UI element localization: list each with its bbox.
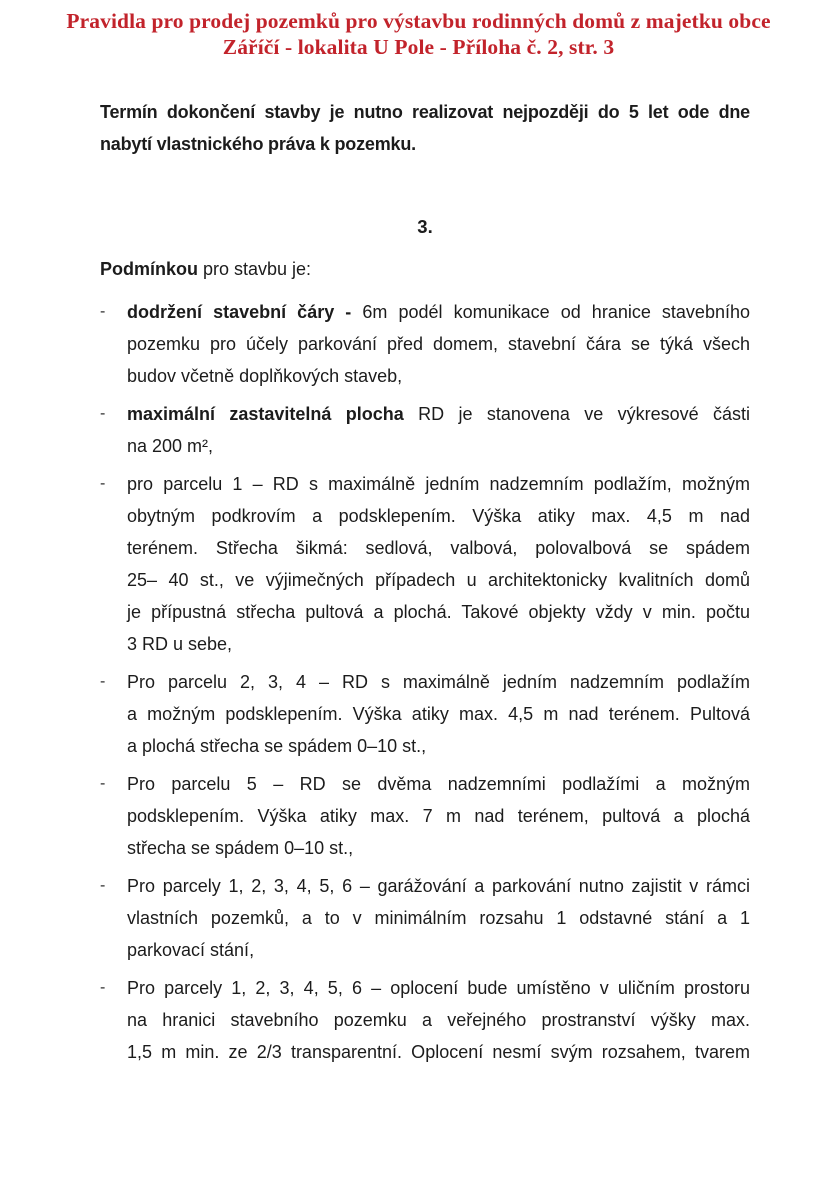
text-line: nabytí vlastnického práva k pozemku. [100,134,416,154]
text-line [127,296,750,328]
list-item-text [127,666,750,762]
bold-lead: dodržení stavební čáry - [127,302,352,322]
bullet-marker: - [100,877,106,894]
bullet-marker: - [100,475,106,492]
text-line: a možným podsklepením. Výška atiky max. 4,5 m nad terénem. Pultová [127,704,750,724]
text-line: pro parcelu 1 – RD s maximálně jedním nadzemním podlažím, možným [127,474,750,494]
text-line: terénem. Střecha šikmá: sedlová, valbová, polovalbová se spádem [127,538,750,558]
bold-lead: Podmínkou [100,259,198,279]
bullet-marker: - [100,775,106,792]
text-line: 3 RD u sebe, [127,634,233,654]
bold-lead: maximální zastavitelná plocha [127,404,404,424]
text-line: a plochá střecha se spádem 0–10 st., [127,736,427,756]
text-line: parkovací stání, [127,940,255,960]
line-rest: 6m podél komunikace od hranice stavebního [351,302,750,322]
line-rest: RD je stanovena ve výkresové části [403,404,750,424]
text-line: Pro parcelu 5 – RD se dvěma nadzemními podlažími a možným [127,774,750,794]
text-line: obytným podkrovím a podsklepením. Výška atiky max. 4,5 m nad [127,506,750,526]
text-line: 1,5 m min. ze 2/3 transparentní. Oplocení nesmí svým rozsahem, tvarem [127,1042,750,1062]
header-title-line-1: Pravidla pro prodej pozemků pro výstavbu rodinných domů z majetku obce [66,9,771,33]
text-line: na 200 m², [127,436,214,456]
list-item-text [127,468,750,660]
list-item [100,296,750,392]
list-item [100,768,750,864]
intro-paragraph [100,96,750,160]
header-title-line-2: Záříčí - lokalita U Pole - Příloha č. 2, str. 3 [222,35,615,59]
document-header [0,0,837,60]
list-item-text [127,972,750,1068]
list-item [100,972,750,1068]
text-line: je přípustná střecha pultová a plochá. Takové objekty vždy v min. počtu [127,602,750,622]
bullet-marker: - [100,405,106,422]
text-line: budov včetně doplňkových staveb, [127,366,403,386]
list-item [100,398,750,462]
conditions-lead [100,253,750,285]
list-item-text [127,768,750,864]
conditions-list [100,296,750,1068]
list-item [100,666,750,762]
text-line [127,398,750,430]
text-line: 25– 40 st., ve výjimečných případech u architektonicky kvalitních domů [127,570,750,590]
text-line: vlastních pozemků, a to v minimálním rozsahu 1 odstavné stání a 1 [127,908,750,928]
list-item-text [127,398,750,462]
text-line: Termín dokončení stavby je nutno realizovat nejpozději do 5 let ode dne [100,102,750,122]
text-line: střecha se spádem 0–10 st., [127,838,354,858]
bullet-marker: - [100,673,106,690]
text-line: Pro parcelu 2, 3, 4 – RD s maximálně jedním nadzemním podlažím [127,672,750,692]
lead-rest: pro stavbu je: [198,259,312,279]
text-line: Pro parcely 1, 2, 3, 4, 5, 6 – oplocení bude umístěno v uličním prostoru [127,978,750,998]
bullet-marker: - [100,303,106,320]
text-line: Pro parcely 1, 2, 3, 4, 5, 6 – garážování a parkování nutno zajistit v rámci [127,876,750,896]
text-line: na hranici stavebního pozemku a veřejného prostranství výšky max. [127,1010,750,1030]
list-item-text [127,296,750,392]
bullet-marker: - [100,979,106,996]
list-item [100,870,750,966]
section-number: 3. [417,216,433,237]
document-body [100,96,750,1068]
text-line: pozemku pro účely parkování před domem, stavební čára se týká všech [127,334,750,354]
text-line: podsklepením. Výška atiky max. 7 m nad terénem, pultová a plochá [127,806,750,826]
list-item [100,468,750,660]
list-item-text [127,870,750,966]
